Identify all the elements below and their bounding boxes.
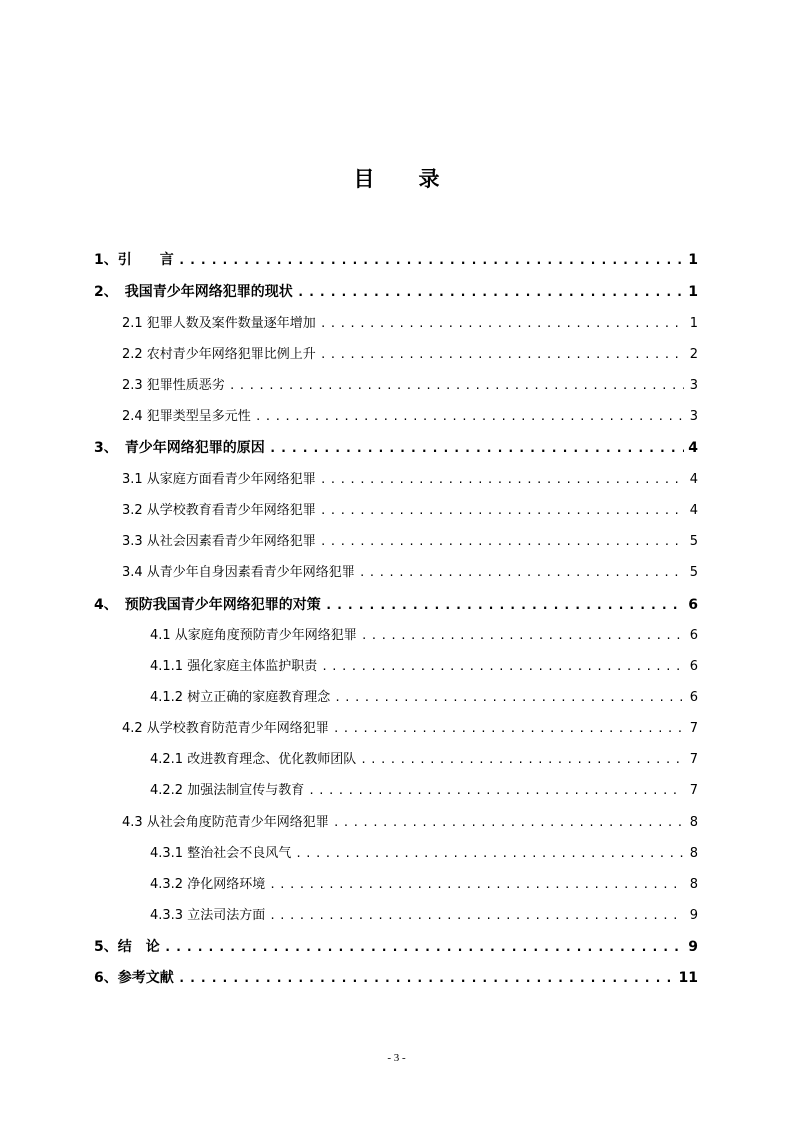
toc-entry-page: 11: [678, 970, 698, 986]
toc-entry-page: 3: [689, 378, 698, 393]
toc-entry-label: 4.2.1 改进教育理念、优化教师团队: [150, 752, 357, 767]
toc-leader-dots: [321, 656, 684, 678]
toc-entry-page: 1: [689, 316, 698, 331]
toc-entry-page: 3: [689, 409, 698, 424]
toc-entry-label: 4.2.2 加强法制宣传与教育: [150, 783, 305, 798]
toc-entry[interactable]: [122, 469, 698, 491]
toc-entry[interactable]: [150, 874, 698, 896]
toc-entry-label: 6、参考文献: [94, 970, 174, 986]
toc-entry[interactable]: [150, 749, 698, 771]
toc-entry-page: 7: [689, 752, 698, 767]
toc-entry[interactable]: [122, 406, 698, 428]
toc-entry[interactable]: [150, 780, 698, 802]
toc-entry-label: 4.3 从社会角度防范青少年网络犯罪: [122, 815, 329, 830]
toc-entry-page: 9: [689, 908, 698, 923]
toc-entry[interactable]: [122, 718, 698, 740]
toc-leader-dots: [269, 874, 684, 896]
toc-entry-label: 4、 预防我国青少年网络犯罪的对策: [94, 597, 321, 613]
toc-entry[interactable]: [122, 375, 698, 397]
toc-leader-dots: [269, 905, 684, 927]
toc-entry-page: 5: [689, 534, 698, 549]
toc-entry-label: 1、引 言: [94, 252, 174, 268]
toc-entry-page: 4: [689, 503, 698, 518]
toc-entry-label: 2.4 犯罪类型呈多元性: [122, 409, 251, 424]
toc-entry[interactable]: [122, 500, 698, 522]
toc-entry-label: 5、结 论: [94, 939, 160, 955]
toc-entry-page: 7: [689, 783, 698, 798]
toc-leader-dots: [333, 812, 684, 834]
toc-entry-label: 4.2 从学校教育防范青少年网络犯罪: [122, 721, 329, 736]
toc-entry[interactable]: [122, 812, 698, 834]
toc-entry-label: 4.3.2 净化网络环境: [150, 877, 266, 892]
toc-entry[interactable]: [94, 281, 698, 303]
page-number: - 3 -: [387, 1052, 406, 1064]
toc-leader-dots: [360, 749, 684, 771]
toc-leader-dots: [361, 625, 684, 647]
toc-entry[interactable]: [122, 313, 698, 335]
toc-leader-dots: [359, 562, 684, 584]
title-char-2: 录: [418, 167, 440, 191]
toc-entry-label: 4.1 从家庭角度预防青少年网络犯罪: [150, 628, 357, 643]
toc-entry[interactable]: [122, 562, 698, 584]
toc-leader-dots: [308, 780, 684, 802]
toc-entry-page: 2: [689, 347, 698, 362]
toc-leader-dots: [178, 250, 684, 272]
toc-entry-label: 3.1 从家庭方面看青少年网络犯罪: [122, 472, 316, 487]
toc-leader-dots: [320, 313, 684, 335]
toc-entry[interactable]: [94, 249, 698, 271]
toc-entry[interactable]: [150, 687, 698, 709]
toc-entry[interactable]: [94, 594, 698, 616]
toc-entry[interactable]: [150, 843, 698, 865]
toc-entry-label: 2、 我国青少年网络犯罪的现状: [94, 284, 293, 300]
toc-leader-dots: [320, 344, 684, 366]
toc-leader-dots: [297, 282, 684, 304]
toc-leader-dots: [320, 531, 684, 553]
toc-entry[interactable]: [150, 905, 698, 927]
toc-entry-label: 4.3.3 立法司法方面: [150, 908, 266, 923]
toc-entry-page: 1: [688, 284, 698, 300]
toc-entry-label: 3、 青少年网络犯罪的原因: [94, 440, 265, 456]
toc-leader-dots: [178, 968, 675, 990]
toc-leader-dots: [229, 375, 684, 397]
toc-entry[interactable]: [150, 625, 698, 647]
toc-entry[interactable]: [94, 967, 698, 989]
toc-entry-label: 4.1.1 强化家庭主体监护职责: [150, 659, 318, 674]
toc-entry-page: 8: [689, 846, 698, 861]
toc-entry-label: 2.3 犯罪性质恶劣: [122, 378, 225, 393]
toc-entry-label: 4.3.1 整治社会不良风气: [150, 846, 292, 861]
toc-entry-page: 4: [689, 472, 698, 487]
toc-leader-dots: [295, 843, 684, 865]
toc-entry-label: 3.2 从学校教育看青少年网络犯罪: [122, 503, 316, 518]
toc-leader-dots: [333, 718, 684, 740]
toc-entry-page: 1: [688, 252, 698, 268]
toc-entry-page: 8: [689, 815, 698, 830]
toc-entry-page: 9: [688, 939, 698, 955]
toc-leader-dots: [269, 438, 684, 460]
toc-entry-label: 2.1 犯罪人数及案件数量逐年增加: [122, 316, 316, 331]
toc-entry[interactable]: [94, 437, 698, 459]
toc-leader-dots: [164, 937, 684, 959]
toc-entry-label: 4.1.2 树立正确的家庭教育理念: [150, 690, 331, 705]
toc-entry-label: 3.4 从青少年自身因素看青少年网络犯罪: [122, 565, 355, 580]
toc-entry-page: 6: [689, 690, 698, 705]
toc-leader-dots: [320, 500, 684, 522]
toc-leader-dots: [334, 687, 684, 709]
toc-entry-page: 4: [688, 440, 698, 456]
toc-entry-page: 6: [689, 659, 698, 674]
toc-entry-page: 6: [689, 628, 698, 643]
toc-leader-dots: [325, 595, 684, 617]
title-char-1: 目: [353, 167, 375, 191]
toc-entry[interactable]: [122, 344, 698, 366]
toc-entry[interactable]: [122, 531, 698, 553]
toc-entry-label: 2.2 农村青少年网络犯罪比例上升: [122, 347, 316, 362]
toc-entry-page: 7: [689, 721, 698, 736]
toc-entry-page: 8: [689, 877, 698, 892]
toc-leader-dots: [320, 469, 684, 491]
toc-leader-dots: [255, 406, 684, 428]
toc-entry[interactable]: [94, 936, 698, 958]
toc-entry-page: 5: [689, 565, 698, 580]
toc-entry-page: 6: [688, 597, 698, 613]
toc-entry-label: 3.3 从社会因素看青少年网络犯罪: [122, 534, 316, 549]
toc-entry[interactable]: [150, 656, 698, 678]
